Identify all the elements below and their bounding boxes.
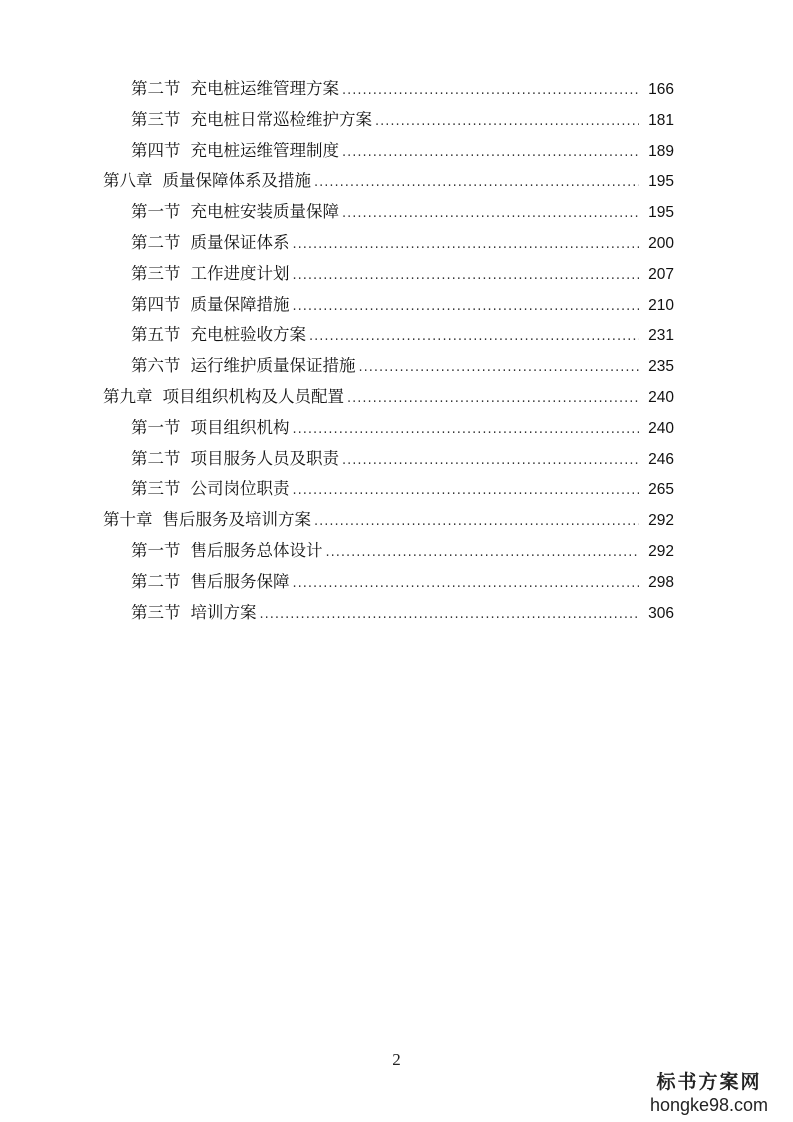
toc-entry-page: 195: [648, 173, 674, 191]
toc-dot-leader: [293, 230, 640, 261]
toc-entry-page: 246: [648, 450, 674, 468]
toc-chapter-entry[interactable]: [0, 166, 793, 197]
toc-section-entry[interactable]: [0, 444, 793, 475]
toc-entry-page: 195: [648, 204, 674, 222]
toc-dot-leader: [293, 292, 640, 323]
toc-entry-number: 第八章: [103, 171, 153, 191]
toc-entry-number: 第四节: [131, 294, 181, 314]
toc-dot-leader: [293, 569, 640, 600]
toc-dot-leader: [314, 507, 639, 538]
toc-entry-page: 210: [648, 296, 674, 314]
toc-entry-title: 质量保证体系: [190, 232, 290, 252]
toc-section-entry[interactable]: [0, 567, 793, 598]
toc-dot-leader: [342, 76, 639, 107]
toc-section-entry[interactable]: [0, 413, 793, 444]
toc-entry-page: 292: [648, 512, 674, 530]
toc-entry-title: 充电桩验收方案: [190, 325, 306, 345]
page-number: 2: [392, 1050, 401, 1069]
toc-entry-title: 充电桩运维管理制度: [190, 140, 339, 160]
toc-entry-number: 第五节: [131, 325, 181, 345]
toc-entry-title: 售后服务保障: [190, 571, 290, 591]
toc-entry-title: 培训方案: [190, 602, 257, 622]
toc-section-entry[interactable]: [0, 320, 793, 351]
toc-dot-leader: [309, 322, 639, 353]
toc-entry-title: 充电桩运维管理方案: [190, 79, 339, 98]
toc-dot-leader: [260, 600, 640, 631]
toc-entry-page: 231: [648, 327, 674, 345]
toc-entry-page: 200: [648, 234, 674, 252]
toc-entry-page: 306: [648, 604, 674, 622]
toc-chapter-entry[interactable]: [0, 505, 793, 536]
toc-entry-title: 运行维护质量保证措施: [190, 356, 356, 376]
toc-entry-number: 第二节: [131, 571, 181, 591]
toc-entry-page: 235: [648, 358, 674, 376]
toc-entry-title: 售后服务总体设计: [190, 540, 323, 560]
toc-entry-page: 207: [648, 265, 674, 283]
toc-section-entry[interactable]: [0, 536, 793, 567]
toc-entry-number: 第三节: [131, 109, 181, 129]
toc-entry-number: 第九章: [103, 386, 153, 406]
toc-entry-title: 充电桩日常巡检维护方案: [190, 109, 372, 129]
toc-entry-number: 第十章: [103, 510, 153, 530]
toc-entry-number: 第三节: [131, 602, 181, 622]
toc-entry-number: 第三节: [131, 479, 181, 499]
toc-entry-title: 项目组织机构: [190, 417, 290, 437]
toc-entry-number: 第二节: [131, 448, 181, 468]
toc-entry-title: 公司岗位职责: [190, 479, 290, 499]
toc-entry-page: 292: [648, 542, 674, 560]
toc-entry-number: 第四节: [131, 140, 181, 160]
toc-dot-leader: [342, 446, 639, 477]
toc-entry-page: 240: [648, 419, 674, 437]
toc-dot-leader: [293, 476, 640, 507]
table-of-contents: [0, 74, 793, 628]
toc-entry-page: 240: [648, 388, 674, 406]
toc-section-entry[interactable]: [0, 228, 793, 259]
toc-section-entry[interactable]: [0, 105, 793, 136]
toc-dot-leader: [375, 107, 639, 138]
toc-entry-number: 第一节: [131, 202, 181, 222]
toc-entry-page: 298: [648, 573, 674, 591]
toc-section-entry[interactable]: [0, 351, 793, 382]
toc-dot-leader: [293, 415, 640, 446]
toc-entry-title: 项目服务人员及职责: [190, 448, 339, 468]
toc-section-entry[interactable]: [0, 598, 793, 629]
toc-dot-leader: [293, 261, 640, 292]
toc-dot-leader: [314, 168, 639, 199]
toc-section-entry[interactable]: [0, 197, 793, 228]
toc-dot-leader: [347, 384, 639, 415]
toc-entry-title: 质量保障措施: [190, 294, 290, 314]
toc-section-entry[interactable]: [0, 136, 793, 167]
toc-entry-number: 第二节: [131, 79, 181, 98]
toc-entry-page: 265: [648, 481, 674, 499]
toc-entry-title: 售后服务及培训方案: [162, 510, 311, 530]
toc-entry-page: 166: [648, 81, 674, 98]
toc-chapter-entry[interactable]: [0, 382, 793, 413]
watermark-site-name: 标书方案网: [656, 1071, 762, 1093]
toc-dot-leader: [342, 199, 639, 230]
toc-entry-number: 第一节: [131, 540, 181, 560]
toc-entry-number: 第一节: [131, 417, 181, 437]
watermark-logo: [639, 1070, 779, 1116]
toc-section-entry[interactable]: [0, 290, 793, 321]
toc-section-entry[interactable]: [0, 259, 793, 290]
toc-section-entry[interactable]: [0, 74, 793, 105]
toc-dot-leader: [326, 538, 640, 569]
toc-dot-leader: [359, 353, 640, 384]
toc-entry-page: 181: [648, 111, 674, 129]
toc-entry-title: 充电桩安装质量保障: [190, 202, 339, 222]
toc-entry-title: 工作进度计划: [190, 263, 290, 283]
toc-section-entry[interactable]: [0, 474, 793, 505]
toc-dot-leader: [342, 138, 639, 169]
toc-entry-page: 189: [648, 142, 674, 160]
toc-entry-number: 第二节: [131, 232, 181, 252]
watermark-url: hongke98.com: [649, 1095, 769, 1115]
toc-entry-title: 项目组织机构及人员配置: [162, 386, 344, 406]
toc-entry-title: 质量保障体系及措施: [162, 171, 311, 191]
toc-entry-number: 第六节: [131, 356, 181, 376]
toc-entry-number: 第三节: [131, 263, 181, 283]
